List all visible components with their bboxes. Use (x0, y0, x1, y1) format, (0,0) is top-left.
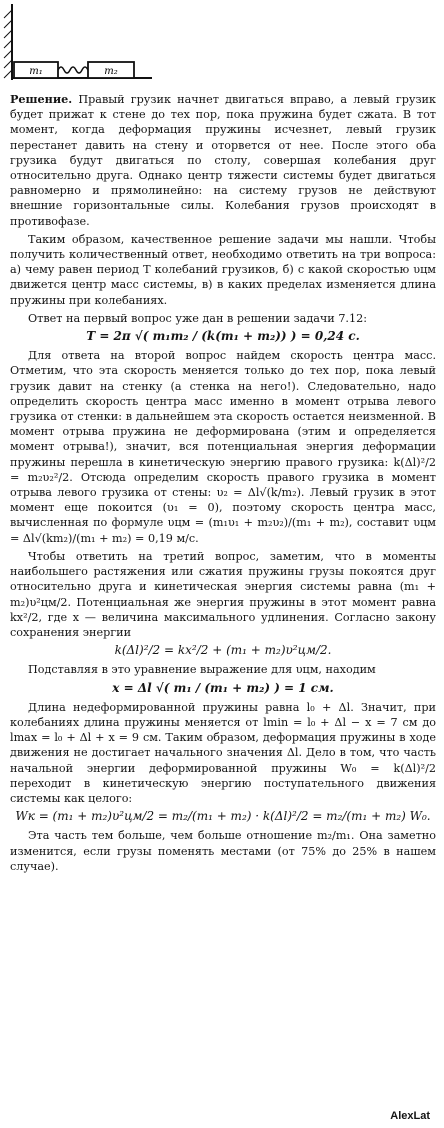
mass-2-label: m₂ (104, 66, 118, 77)
paragraph-1 (10, 92, 436, 229)
paragraph-1-text: Правый грузик начнет двигаться вправо, а левый грузик будет прижат к стене до тех пор, пока пружина будет сжата. В тот момент, когда деформация пружины исчезнет, левый грузик перестанет давить на стену и оторвется от нее. После этого оба грузика будут двигаться по столу, совершая колебания друг относительно друга. Однако центр тяжести системы будет двигаться равномерно и прямолинейно: на систему грузов не действуют внешние горизонтальные силы. Колебания грузов происходят в противофазе. (10, 93, 436, 228)
solution-text (10, 92, 436, 877)
wall-hatching (4, 10, 12, 78)
paragraph-7: Длина недеформированной пружины равна l₀ + Δl. Значит, при колебаниях длина пружины меняется от lmin = l₀ + Δl − x = 7 см до lmax = l₀ + Δl + x = 9 см. Таким образом, деформация пружины в ходе движения не достигает начального значения Δl. Дело в том, что часть начальной энергии деформированной пружины W₀ = k(Δl)²/2 переходит в кинетическую энергию поступательного движения системы как целого: (10, 700, 436, 805)
formula-energy: k(Δl)²/2 = kx²/2 + (m₁ + m₂)υ²цм/2. (114, 643, 332, 658)
formula-wk: Wк = (m₁ + m₂)υ²цм/2 = m₂/(m₁ + m₂) · k(Δl)²/2 = m₂/(m₁ + m₂) W₀. (15, 809, 431, 824)
paragraph-3: Ответ на первый вопрос уже дан в решении задачи 7.12: (28, 311, 367, 325)
formula-x: x = Δl √( m₁ / (m₁ + m₂) ) = 1 см. (112, 680, 334, 695)
mass-1-label: m₁ (29, 66, 43, 77)
spring (58, 67, 88, 73)
paragraph-2: Таким образом, качественное решение задачи мы нашли. Чтобы получить количественный ответ, необходимо ответить на три вопроса: а) чему равен период T колебаний грузиков, б) с какой скоростью υцм движется центр масс системы, в) в каких пределах изменяется длина пружины при колебаниях. (10, 232, 436, 307)
paragraph-4: Для ответа на второй вопрос найдем скорость центра масс. Отметим, что эта скорость меняется только до тех пор, пока левый грузик давит на стенку (а стенка на него!). Следовательно, надо определить скорость центра масс именно в момент отрыва левого грузика от стенки: в дальнейшем эта скорость остается неизменной. В момент отрыва пружина не деформирована (этим и определяется момент отрыва!), значит, вся потенциальная энергия деформации пружины перешла в кинетическую энергию правого грузика: k(Δl)²/2 = m₂υ₂²/2. Отсюда определим скорость правого грузика в момент отрыва левого грузика от стены: υ₂ = Δl√(k/m₂). Левый грузик в этот момент еще покоится (υ₁ = 0), поэтому скорость центра масс, вычисленная по формуле υцм = (m₁υ₁ + m₂υ₂)/(m₁ + m₂), составит υцм = Δl√(km₂)/(m₁ + m₂) = 0,19 м/с. (10, 349, 436, 545)
formula-period: T = 2π √( m₁m₂ / (k(m₁ + m₂)) ) = 0,24 с. (86, 329, 360, 344)
spring-masses-figure (0, 0, 160, 86)
paragraph-8: Эта часть тем больше, чем больше отношение m₂/m₁. Она заметно изменится, если грузы поменять местами (от 75% до 25% в нашем случае). (10, 829, 436, 873)
paragraph-5: Чтобы ответить на третий вопрос, заметим, что в моменты наибольшего растяжения или сжатия пружины грузы покоятся друг относительно друга и кинетическая энергия системы равна (m₁ + m₂)υ²цм/2. Потенциальная же энергия пружины в этот момент равна kx²/2, где x — величина максимального удлинения. Согласно закону сохранения энергии (10, 549, 436, 639)
signature: AlexLat (390, 1110, 430, 1122)
paragraph-6: Подставляя в это уравнение выражение для υцм, находим (28, 663, 376, 677)
solution-lead: Решение. (10, 92, 73, 106)
